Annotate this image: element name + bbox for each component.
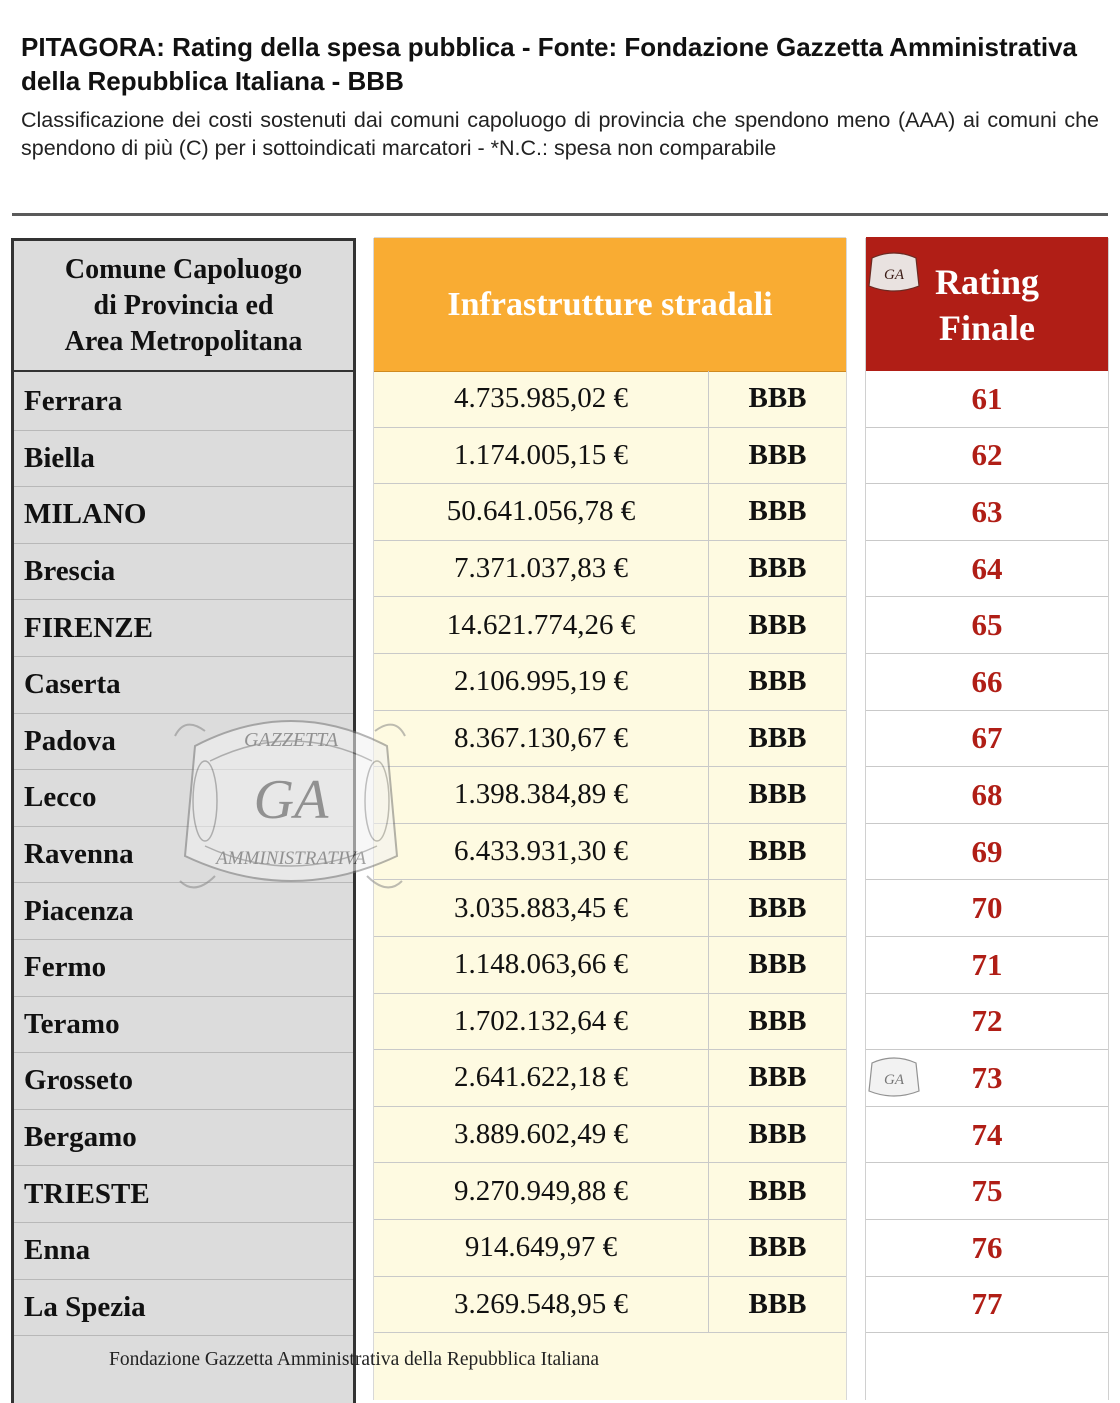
table-row <box>14 544 353 601</box>
rating-value: 72 <box>971 1003 1003 1039</box>
table-row <box>866 824 1108 881</box>
table-row <box>14 1053 353 1110</box>
header-rating-line: Finale <box>938 307 1035 348</box>
comune-name: Brescia <box>24 555 116 588</box>
comune-name: MILANO <box>24 498 147 531</box>
table-row <box>866 428 1108 485</box>
table-row <box>14 1223 353 1280</box>
page-subtitle: Classificazione dei costi sostenuti dai comuni capoluogo di provincia che spendono meno (AAA) ai comuni che spendono di più (C) per i sottoindicati marcatori - *N.C.: spesa non comparabile <box>21 108 1099 160</box>
table-row <box>866 937 1108 994</box>
spesa-amount: 1.148.063,66 € <box>374 937 709 993</box>
spesa-amount: 8.367.130,67 € <box>374 711 709 767</box>
table-row <box>866 541 1108 598</box>
classe-badge: BBB <box>748 1004 807 1037</box>
classe-badge: BBB <box>748 495 807 528</box>
rating-value: 62 <box>971 437 1003 473</box>
header-rating-line: Rating <box>934 261 1039 302</box>
svg-text:GAZZETTA: GAZZETTA <box>243 729 339 751</box>
comune-name: Piacenza <box>24 894 134 927</box>
rating-value: 67 <box>971 720 1003 756</box>
classe-badge: BBB <box>748 665 807 698</box>
classe-badge: BBB <box>748 1118 807 1151</box>
table-row <box>866 711 1108 768</box>
table-row <box>866 654 1108 711</box>
infrastrutture-rows <box>374 371 846 1333</box>
rating-value: 75 <box>971 1173 1003 1209</box>
footer-credit: Fondazione Gazzetta Amministrativa della Repubblica Italiana <box>109 1349 600 1370</box>
table-row <box>866 597 1108 654</box>
rating-value: 65 <box>971 607 1003 643</box>
comune-name: Biella <box>24 441 95 474</box>
table-row <box>866 880 1108 937</box>
spesa-amount: 9.270.949,88 € <box>374 1163 709 1219</box>
comune-name: Ravenna <box>24 838 134 871</box>
page-title: PITAGORA: Rating della spesa pubblica - Fonte: Fondazione Gazzetta Amministrativa della Repubblica Italiana - BBB <box>21 32 1078 96</box>
table-row <box>374 711 846 768</box>
table-row <box>374 824 846 881</box>
spesa-amount: 1.174.005,15 € <box>374 428 709 484</box>
rating-value: 74 <box>971 1116 1003 1152</box>
table-row <box>866 1277 1108 1334</box>
column-rating <box>865 238 1109 1400</box>
classe-badge: BBB <box>748 721 807 754</box>
comune-name: La Spezia <box>24 1290 146 1323</box>
rating-value: 76 <box>971 1229 1003 1265</box>
gazzetta-seal-icon <box>866 250 922 294</box>
classe-badge: BBB <box>748 382 807 415</box>
table-row <box>14 997 353 1054</box>
classe-badge: BBB <box>748 1174 807 1207</box>
table-row <box>374 880 846 937</box>
classe-badge: BBB <box>748 1231 807 1264</box>
rating-rows <box>866 371 1108 1333</box>
svg-text:AMMINISTRATIVA: AMMINISTRATIVA <box>216 848 366 869</box>
table-row <box>374 1107 846 1164</box>
classe-badge: BBB <box>748 552 807 585</box>
header-comune-line: Area Metropolitana <box>64 325 303 357</box>
comune-name: Grosseto <box>24 1064 134 1097</box>
table-row <box>14 1280 353 1337</box>
table-row <box>374 1050 846 1107</box>
column-header-infrastrutture: Infrastrutture stradali <box>374 237 846 372</box>
rating-value: 70 <box>971 890 1003 926</box>
table-row <box>14 487 353 544</box>
table-row <box>866 1163 1108 1220</box>
svg-text:GA: GA <box>253 769 329 831</box>
table-row <box>374 541 846 598</box>
table-row <box>374 994 846 1051</box>
table-row <box>866 484 1108 541</box>
table-row <box>14 1110 353 1167</box>
classe-badge: BBB <box>748 1061 807 1094</box>
header-comune-line: Comune Capoluogo <box>64 253 303 285</box>
table-row <box>866 1107 1108 1164</box>
comune-name: Fermo <box>24 951 107 984</box>
rating-value: 69 <box>971 833 1003 869</box>
rating-value: 77 <box>971 1286 1003 1322</box>
comune-name: Caserta <box>24 668 121 701</box>
classe-badge: BBB <box>748 438 807 471</box>
spesa-amount: 3.035.883,45 € <box>374 880 709 936</box>
rating-value: 71 <box>971 946 1003 982</box>
spesa-amount: 50.641.056,78 € <box>374 484 709 540</box>
table-row <box>374 767 846 824</box>
spesa-amount: 914.649,97 € <box>374 1220 709 1276</box>
gazzetta-seal-icon <box>866 1055 922 1099</box>
classe-badge: BBB <box>748 608 807 641</box>
table-row <box>374 484 846 541</box>
classe-badge: BBB <box>748 1287 807 1320</box>
table-row <box>374 428 846 485</box>
table-row <box>14 431 353 488</box>
table-row <box>374 654 846 711</box>
spesa-amount: 4.735.985,02 € <box>374 371 709 427</box>
comune-name: Ferrara <box>24 385 123 418</box>
comune-name: Teramo <box>24 1007 120 1040</box>
rating-value: 63 <box>971 493 1003 529</box>
rating-value: 64 <box>971 550 1003 586</box>
classe-badge: BBB <box>748 778 807 811</box>
table-row <box>374 937 846 994</box>
table-row <box>374 1220 846 1277</box>
header-divider <box>12 213 1108 216</box>
table-row <box>374 1163 846 1220</box>
column-infrastrutture <box>373 238 847 1400</box>
rating-value: 66 <box>971 663 1003 699</box>
spesa-amount: 14.621.774,26 € <box>374 597 709 653</box>
spesa-amount: 1.398.384,89 € <box>374 767 709 823</box>
table-row <box>14 1166 353 1223</box>
table-row <box>866 767 1108 824</box>
table-row <box>14 374 353 431</box>
table-row <box>866 371 1108 428</box>
classe-badge: BBB <box>748 891 807 924</box>
rating-value: 68 <box>971 776 1003 812</box>
svg-text:GA: GA <box>884 1072 904 1088</box>
rating-value: 73 <box>971 1059 1003 1095</box>
comune-name: TRIESTE <box>24 1177 150 1210</box>
comune-name: FIRENZE <box>24 611 153 644</box>
table-row <box>14 600 353 657</box>
spesa-amount: 7.371.037,83 € <box>374 541 709 597</box>
table-row <box>374 371 846 428</box>
table-row <box>866 994 1108 1051</box>
spesa-amount: 6.433.931,30 € <box>374 824 709 880</box>
spesa-amount: 3.889.602,49 € <box>374 1107 709 1163</box>
svg-text:GA: GA <box>884 267 904 283</box>
comune-name: Enna <box>24 1234 91 1267</box>
spesa-amount: 2.106.995,19 € <box>374 654 709 710</box>
comune-name: Bergamo <box>24 1121 137 1154</box>
comune-name: Padova <box>24 724 116 757</box>
rating-value: 61 <box>971 380 1003 416</box>
table-row <box>14 940 353 997</box>
spesa-amount: 3.269.548,95 € <box>374 1277 709 1333</box>
comune-name: Lecco <box>24 781 97 814</box>
column-header-comune <box>14 241 353 372</box>
gazzetta-seal-watermark-icon <box>165 706 417 896</box>
table-row <box>374 1277 846 1334</box>
table-row <box>866 1220 1108 1277</box>
spesa-amount: 2.641.622,18 € <box>374 1050 709 1106</box>
header-comune-line: di Provincia ed <box>93 289 274 321</box>
spesa-amount: 1.702.132,64 € <box>374 994 709 1050</box>
classe-badge: BBB <box>748 835 807 868</box>
table-row <box>374 597 846 654</box>
classe-badge: BBB <box>748 948 807 981</box>
